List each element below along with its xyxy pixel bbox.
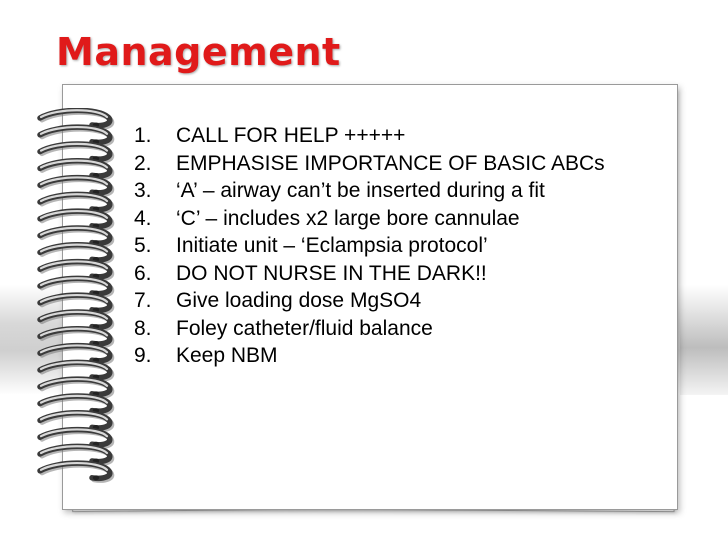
- list-item-number: 4.: [134, 206, 152, 230]
- spiral-coil-icon: [40, 463, 112, 480]
- list-item-text: ‘C’ – includes x2 large bore cannulae: [176, 206, 520, 230]
- list-item: [128, 287, 648, 315]
- list-item: [128, 315, 648, 343]
- slide-title: Management: [56, 30, 341, 74]
- spiral-binding-icon: [30, 108, 126, 488]
- list-item-text: Foley catheter/fluid balance: [176, 316, 433, 340]
- list-item-number: 3.: [134, 179, 152, 202]
- list-item-number: 9.: [134, 344, 152, 367]
- list-item-number: 2.: [134, 151, 152, 175]
- list-item: [128, 342, 648, 370]
- list-item-text: EMPHASISE IMPORTANCE OF BASIC ABCs: [176, 151, 605, 175]
- management-list: [128, 122, 648, 370]
- list-item-number: 6.: [134, 261, 152, 285]
- list-item: [128, 150, 648, 178]
- list-item-number: 5.: [134, 234, 152, 257]
- list-item-number: 1.: [134, 124, 152, 147]
- background-band-right: [680, 300, 728, 395]
- list-item: [128, 122, 648, 150]
- list-item-text: Keep NBM: [176, 344, 278, 367]
- list-item: [128, 260, 648, 288]
- list-item-number: 8.: [134, 316, 152, 340]
- list-item-text: DO NOT NURSE IN THE DARK!!: [176, 261, 487, 285]
- list-item: [128, 232, 648, 260]
- list-item: [128, 205, 648, 233]
- list-item-text: Give loading dose MgSO4: [176, 289, 422, 312]
- list-item-text: Initiate unit – ‘Eclampsia protocol’: [176, 234, 488, 257]
- list-item-text: CALL FOR HELP +++++: [176, 124, 406, 147]
- list-item-text: ‘A’ – airway can’t be inserted during a fit: [176, 179, 545, 202]
- list-item: [128, 177, 648, 205]
- list-item-number: 7.: [134, 289, 152, 312]
